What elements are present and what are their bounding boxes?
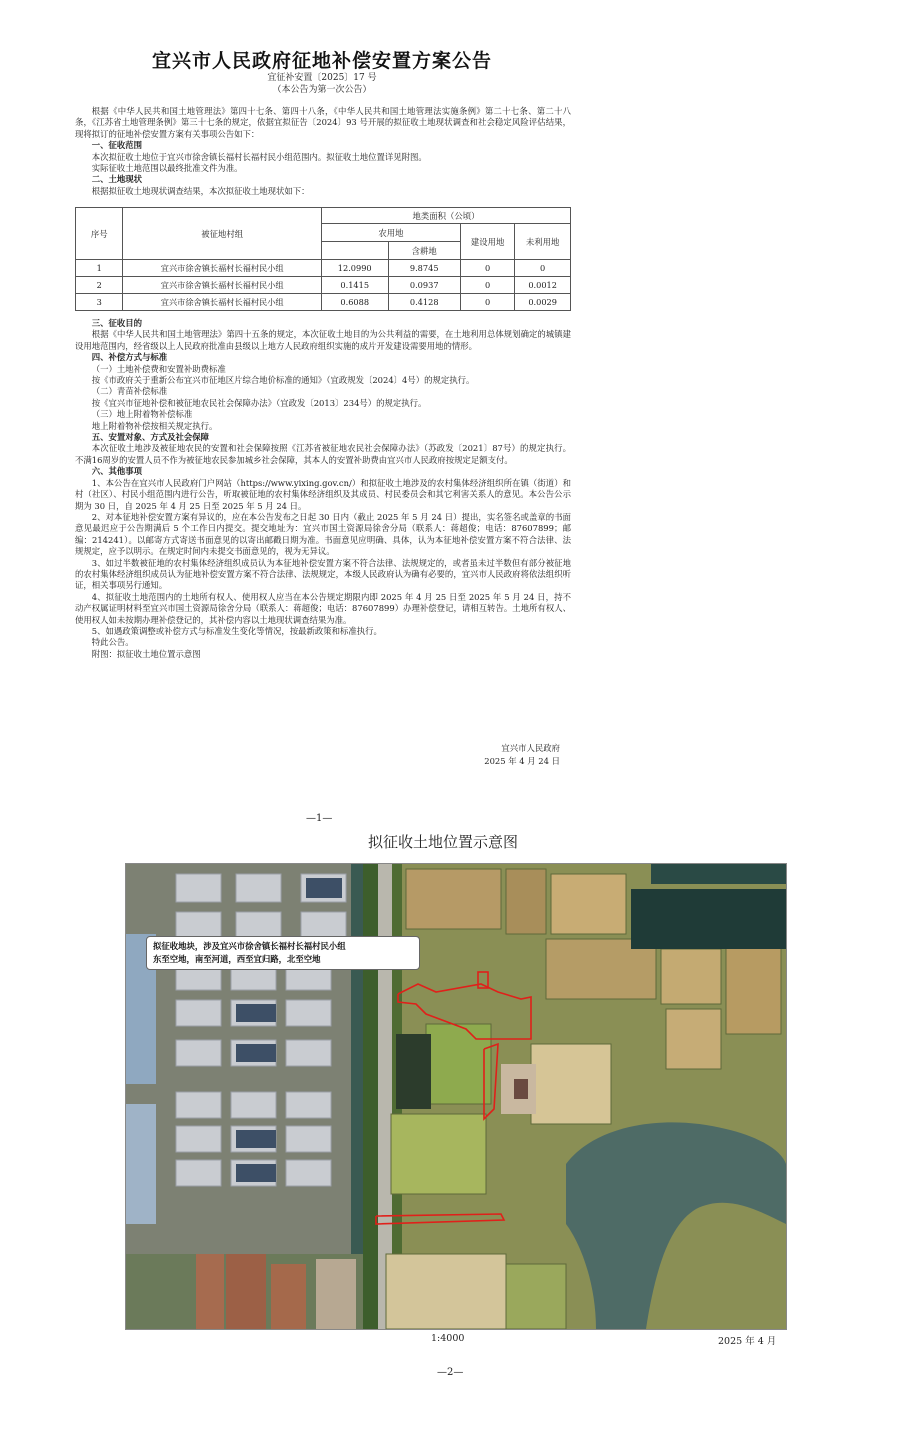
map-date: 2025 年 4 月 — [718, 1336, 777, 1347]
map-title: 拟征收土地位置示意图 — [368, 833, 519, 851]
callout-line1: 拟征收地块，涉及宜兴市徐舍镇长福村长福村民小组 — [153, 941, 346, 951]
map-image — [126, 864, 786, 1329]
cell-arable: 0.0937 — [388, 277, 460, 294]
cell-unused: 0.0012 — [515, 277, 571, 294]
cell-unused: 0 — [515, 260, 571, 277]
land-status-table — [75, 207, 571, 311]
section4-text2: 按《宜兴市征地补偿和被征地农民社会保障办法》（宜政发〔2013〕234号）的规定执行。 — [91, 397, 427, 408]
section1-text1: 本次拟征收土地位于宜兴市徐舍镇长福村长福村民小组范围内。拟征收土地位置详见附图。 — [91, 151, 427, 162]
section4-text1: 按《市政府关于重新公布宜兴市征地区片综合地价标准的通知》（宜政规发〔2024〕4号）的规定执行。 — [91, 375, 475, 386]
cell-unused: 0.0029 — [515, 294, 571, 311]
section6-item3: 3、如过半数被征地的农村集体经济组织成员认为本征地补偿安置方案不符合法律、法规规定的，或者虽未过半数但有部分被征地的农村集体经济组织成员认为征地补偿安置方案不符合法律、法规规定，本级人民政府认为确有必要的，宜兴市人民政府将依法组织听证，相关事项另行通知。 — [75, 557, 571, 591]
cell-no: 3 — [76, 294, 123, 311]
section3-text1: 根据《中华人民共和国土地管理法》第四十五条的规定，本次征收土地目的为公共利益的需要，在土地利用总体规划确定的城镇建设用地范围内，经省级以上人民政府批准由县级以上地方人民政府组织实施的成片开发建设需要用地的情形。 — [75, 329, 571, 351]
callout-line2: 东至空地，南至河道，西至宜归路，北至空地 — [153, 954, 321, 964]
section6-item5: 5、如遇政策调整或补偿方式与标准发生变化等情况，按最新政策和标准执行。 — [91, 625, 382, 636]
col-arable-header: 含耕地 — [388, 242, 460, 260]
section6-heading: 六、其他事项 — [91, 466, 143, 477]
section2-heading: 二、土地现状 — [91, 174, 143, 185]
page-number-2: —2— — [437, 1367, 464, 1378]
table-row — [76, 260, 571, 277]
cell-agri: 0.1415 — [321, 277, 388, 294]
announcement-note: （本公告为第一次公告） — [272, 85, 372, 95]
satellite-map — [125, 863, 787, 1330]
col-agri-header: 农用地 — [321, 224, 460, 242]
cell-arable: 0.4128 — [388, 294, 460, 311]
cell-agri: 0.6088 — [321, 294, 388, 311]
cell-group: 宜兴市徐舍镇长福村长福村民小组 — [123, 260, 321, 277]
signature-org: 宜兴市人民政府 — [501, 743, 560, 753]
col-group-header: 被征地村组 — [123, 208, 321, 260]
cell-build: 0 — [460, 294, 514, 311]
cell-build: 0 — [460, 277, 514, 294]
table-row — [76, 277, 571, 294]
col-build-header: 建设用地 — [460, 224, 514, 260]
section2-text1: 根据拟征收土地现状调查结果，本次拟征收土地现状如下： — [91, 185, 310, 196]
cell-no: 1 — [76, 260, 123, 277]
section3-heading: 三、征收目的 — [91, 318, 143, 328]
section5-text1: 本次征收土地涉及被征地农民的安置和社会保障按照《江苏省被征地农民社会保障办法》（苏政发〔2021〕87号）的规定执行。不满16周岁的安置人员不作为被征地农民参加城乡社会保障，其本人的安置补助费由宜兴市人民政府按规定足额支付。 — [75, 443, 571, 465]
section1-heading: 一、征收范围 — [91, 140, 143, 151]
cell-arable: 9.8745 — [388, 260, 460, 277]
map-scale: 1:4000 — [431, 1333, 465, 1344]
cell-build: 0 — [460, 260, 514, 277]
page-number-1: —1— — [306, 813, 333, 824]
table-row — [76, 294, 571, 311]
col-agri-sub-blank — [321, 242, 388, 260]
section6-item1: 1、本公告在宜兴市人民政府门户网站（https://www.yixing.gov.cn/）和拟征收土地涉及的农村集体经济组织所在镇（街道）和村（社区）、村民小组范围内进行公告，听取被征地的农村集体经济组织及其成员、村民委员会和其它利害关系人的意见。本公告公示期为 30 日，自 2025 年 4 月 25 日至 2025 年 5 月 24 日。 — [75, 477, 571, 511]
cell-agri: 12.0990 — [321, 260, 388, 277]
closing-text: 特此公告。 — [91, 637, 134, 648]
intro-paragraph: 根据《中华人民共和国土地管理法》第四十七条、第四十八条，《中华人民共和国土地管理法实施条例》第二十七条、第二十八条，《江苏省土地管理条例》第三十七条的规定，依据宜拟征告〔2024〕93 号开展的拟征收土地现状调查和社会稳定风险评估结果，现将拟订的征地补偿安置方案有关事项公告如下： — [75, 106, 571, 139]
section4-heading: 四、补偿方式与标准 — [91, 352, 168, 363]
section4-sub2: （二）青苗补偿标准 — [91, 386, 168, 397]
col-no-header: 序号 — [76, 208, 123, 260]
cell-no: 2 — [76, 277, 123, 294]
col-area-header: 地类面积（公顷） — [321, 208, 570, 224]
cell-group: 宜兴市徐舍镇长福村长福村民小组 — [123, 294, 321, 311]
body-part2 — [75, 318, 571, 660]
body-part1 — [75, 106, 571, 197]
section1-text2: 实际征收土地范围以最终批准文件为准。 — [91, 163, 243, 174]
col-unused-header: 未利用地 — [515, 224, 571, 260]
section5-heading: 五、安置对象、方式及社会保障 — [91, 432, 210, 443]
signature-date: 2025 年 4 月 24 日 — [484, 756, 560, 766]
section4-text3: 地上附着物补偿按相关规定执行。 — [91, 420, 218, 431]
section6-item4: 4、拟征收土地范围内的土地所有权人、使用权人应当在本公告规定期限内即 2025 年 4 月 25 日至 2025 年 5 月 24 日，持不动产权属证明材料至宜兴市国土资源局徐舍分局（联系人：蒋超俊；电话：87607899）办理补偿登记，请相互转告。土地所有权人、使用权人如未按期办理补偿登记的，其补偿内容以土地现状调查结果为准。 — [75, 591, 571, 625]
map-callout — [146, 936, 420, 970]
section4-sub1: （一）土地补偿费和安置补助费标准 — [91, 363, 226, 374]
section6-item2: 2、对本征地补偿安置方案有异议的，应在本公告发布之日起 30 日内（截止 2025 年 5 月 24 日）提出，实名签名或盖章的书面意见最迟应于公告期满后 5 个工作日内提交。提交地址为：宜兴市国土资源局徐舍分局（联系人：蒋超俊；电话：87607899；邮编：214241）。以邮寄方式寄送书面意见的以寄出邮戳日期为准。书面意见应明确、具体，认为本征地补偿安置方案不符合法律、法规规定，应予以明示。在规定时间内未提交书面意见的，视为无异议。 — [75, 511, 571, 557]
page-title: 宜兴市人民政府征地补偿安置方案公告 — [151, 50, 492, 72]
attachment-note: 附图：拟征收土地位置示意图 — [91, 648, 201, 659]
doc-number: 宜征补安置〔2025〕17 号 — [267, 73, 377, 83]
cell-group: 宜兴市徐舍镇长福村长福村民小组 — [123, 277, 321, 294]
section4-sub3: （三）地上附着物补偿标准 — [91, 409, 193, 420]
